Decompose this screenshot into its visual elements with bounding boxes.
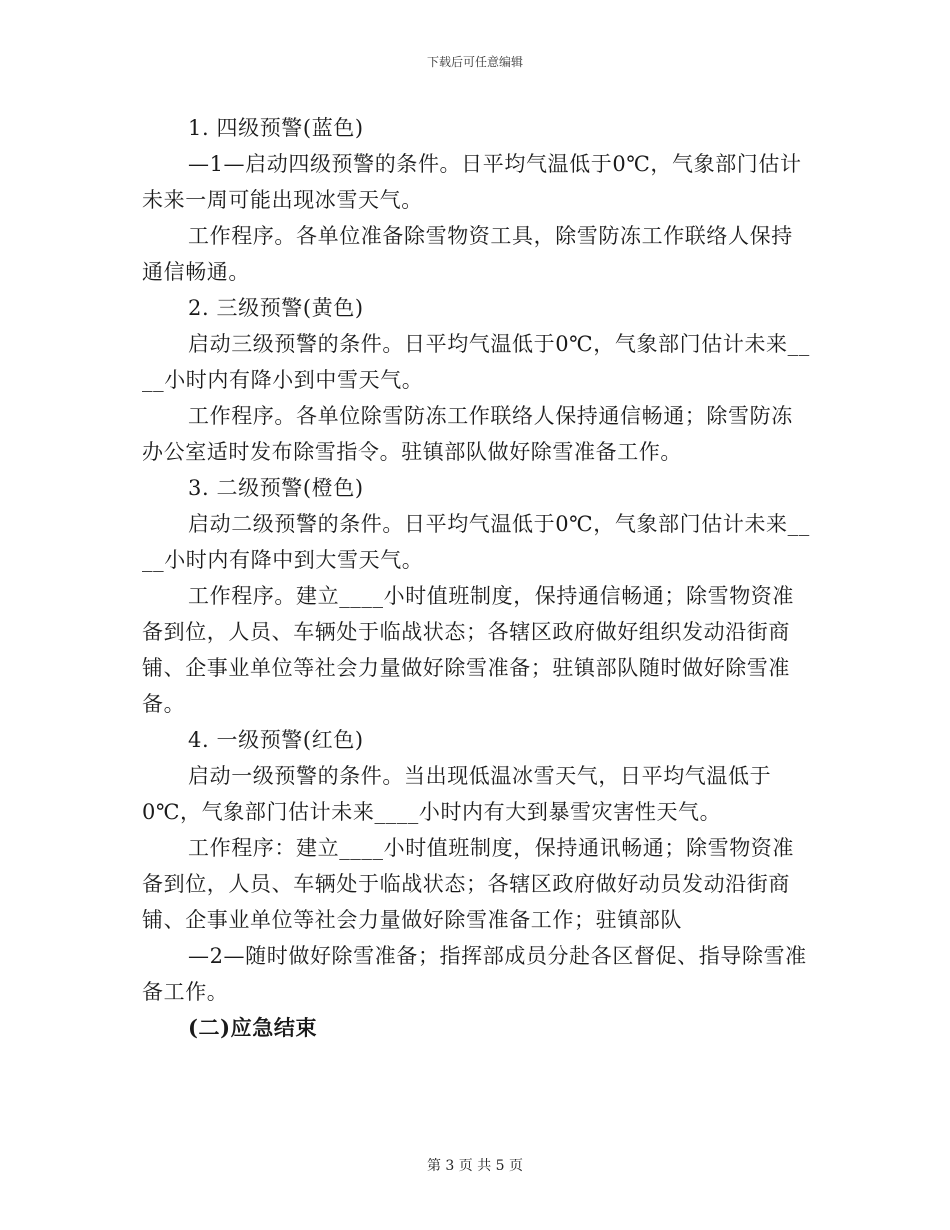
paragraph-line: 启动一级预警的条件。当出现低温冰雪天气，日平均气温低于 bbox=[188, 764, 772, 788]
paragraph-line: __小时内有降中到大雪天气。 bbox=[142, 548, 424, 572]
paragraph-line: 启动三级预警的条件。日平均气温低于0℃，气象部门估计未来__ bbox=[188, 332, 810, 356]
section-heading: 4. 一级预警(红色) bbox=[188, 728, 364, 752]
section-heading: 2. 三级预警(黄色) bbox=[188, 296, 364, 320]
paragraph-line: 通信畅通。 bbox=[142, 260, 250, 284]
page-footer: 第 3 页 共 5 页 bbox=[426, 1158, 524, 1174]
section-heading: 3. 二级预警(橙色) bbox=[188, 476, 364, 500]
paragraph-line: 铺、企事业单位等社会力量做好除雪准备工作；驻镇部队 bbox=[142, 908, 682, 932]
paragraph-line: 工作程序：建立____小时值班制度，保持通讯畅通；除雪物资准 bbox=[188, 836, 794, 860]
paragraph-line: 备到位，人员、车辆处于临战状态；各辖区政府做好动员发动沿街商 bbox=[142, 872, 790, 896]
section-heading: 1. 四级预警(蓝色) bbox=[188, 116, 364, 140]
paragraph-line: 铺、企事业单位等社会力量做好除雪准备；驻镇部队随时做好除雪准 bbox=[142, 656, 790, 680]
paragraph-line: 未来一周可能出现冰雪天气。 bbox=[142, 188, 423, 212]
paragraph-line: __小时内有降小到中雪天气。 bbox=[142, 368, 424, 392]
paragraph-line: 工作程序。各单位除雪防冻工作联络人保持通信畅通；除雪防冻 bbox=[188, 404, 793, 428]
paragraph-line: 工作程序。各单位准备除雪物资工具，除雪防冻工作联络人保持 bbox=[188, 224, 793, 248]
paragraph-line: 工作程序。建立____小时值班制度，保持通信畅通；除雪物资准 bbox=[188, 584, 794, 608]
paragraph-line: 启动二级预警的条件。日平均气温低于0℃，气象部门估计未来__ bbox=[188, 512, 810, 536]
paragraph-line: 备。 bbox=[142, 692, 186, 716]
paragraph-line: 备工作。 bbox=[142, 980, 229, 1004]
paragraph-line: —2—随时做好除雪准备；指挥部成员分赴各区督促、指导除雪准 bbox=[188, 944, 807, 968]
paragraph-line: 备到位，人员、车辆处于临战状态；各辖区政府做好组织发动沿街商 bbox=[142, 620, 790, 644]
paragraph-line: 办公室适时发布除雪指令。驻镇部队做好除雪准备工作。 bbox=[142, 440, 682, 464]
paragraph-line: —1—启动四级预警的条件。日平均气温低于0℃，气象部门估计 bbox=[188, 152, 802, 176]
paragraph-line: 0℃，气象部门估计未来____小时内有大到暴雪灾害性天气。 bbox=[142, 800, 722, 824]
section-heading: (二)应急结束 bbox=[188, 1015, 318, 1040]
document-body bbox=[142, 110, 814, 1046]
page-header: 下载后可任意编辑 bbox=[426, 55, 523, 69]
